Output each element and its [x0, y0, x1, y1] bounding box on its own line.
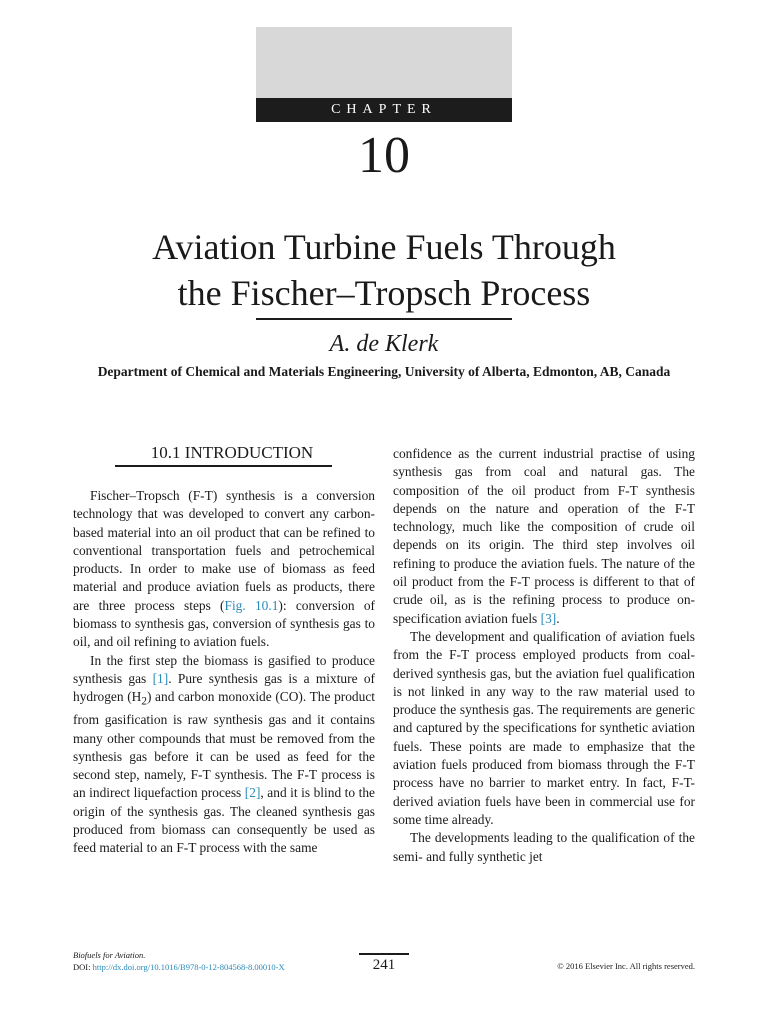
- right-column: [393, 445, 695, 866]
- author: A. de Klerk: [329, 331, 439, 357]
- chapter-label: CHAPTER: [256, 98, 512, 122]
- chapter-header-box: [256, 27, 512, 99]
- chapter-title-line-2: the Fischer–Tropsch Process: [177, 273, 591, 313]
- citation-link[interactable]: [1]: [152, 670, 169, 686]
- text-run: . Pure synthesis gas is a mixture of hydrogen (H: [73, 670, 375, 705]
- text-run: .: [556, 610, 560, 626]
- left-column: [73, 487, 375, 858]
- paragraph: [73, 652, 375, 858]
- section-rule: [115, 465, 332, 467]
- chapter-title-line-1: Aviation Turbine Fuels Through: [152, 227, 616, 267]
- doi-line: [73, 961, 285, 973]
- chapter-title: [0, 224, 768, 316]
- text-run: In the first step the biomass is gasified to produce synthesis gas: [73, 652, 375, 686]
- paragraph: [393, 445, 695, 628]
- text-run: ): conversion of biomass to synthesis gas, conversion of synthesis gas to oil, and oil refining to aviation fuels.: [73, 597, 375, 650]
- text-run: , and it is blind to the origin of the synthesis gas. The cleaned synthesis gas produced from biomass can consequently be used as feed material to an F-T process with the same: [73, 785, 375, 856]
- chapter-number: 10: [358, 127, 410, 184]
- subscript: 2: [141, 695, 147, 708]
- citation-link[interactable]: [2]: [244, 785, 261, 801]
- copyright: © 2016 Elsevier Inc. All rights reserved.: [557, 961, 695, 971]
- figure-link[interactable]: Fig. 10.1: [224, 597, 279, 613]
- paragraph: The developments leading to the qualification of the semi- and fully synthetic jet: [393, 830, 695, 864]
- footer-citation: [73, 949, 285, 973]
- text-run: confidence as the current industrial practise of using synthesis gas from coal and natural gas. The composition of the oil product from F-T synthesis depends on the nature and operation of the F-T technology, much like the composition of crude oil depends on its origin. The third step involves oil refining to produce the aviation fuels. The nature of the oil product from the F-T process is different to that of crude oil, as is the refining process to produce on-specification aviation fuels: [393, 446, 695, 626]
- paragraph: [73, 487, 375, 652]
- book-title: Biofuels for Aviation.: [73, 950, 146, 960]
- text-run: ) and carbon monoxide (CO). The product from gasification is raw synthesis gas and it contains many other compounds that must be removed from the synthesis gas before it can be used as feed for the second step, namely, F-T synthesis. The F-T process is an indirect liquefaction process: [73, 689, 375, 801]
- doi-link[interactable]: http://dx.doi.org/10.1016/B978-0-12-804568-8.00010-X: [92, 962, 285, 972]
- paragraph: The development and qualification of aviation fuels from the F-T process employed products from coal-derived synthesis gas, but the aviation fuel qualification is not linked in any way to the raw material used to produce the synthesis gas. The requirements are generic and captured by the specifications for synthetic aviation fuels. These points are made to emphasize that the aviation fuels produced from biomass through the F-T process have no barrier to market entry. In fact, F-T-derived aviation fuels have been in commercial use for some time already.: [393, 628, 695, 827]
- affiliation: Department of Chemical and Materials Engineering, University of Alberta, Edmonton, AB, Canada: [97, 364, 671, 379]
- text-run: Fischer–Tropsch (F-T) synthesis is a conversion technology that was developed to convert any carbon-based material into an oil product that can be refined to conventional transportation fuels and petrochemical products. In order to make use of biomass as feed material and produce aviation fuels as products, there are three process steps (: [73, 488, 375, 613]
- doi-label: DOI:: [73, 962, 93, 972]
- title-rule: [256, 318, 512, 320]
- page-number: 241: [372, 957, 396, 973]
- section-heading: 10.1 INTRODUCTION: [150, 443, 314, 462]
- citation-link[interactable]: [3]: [540, 610, 557, 626]
